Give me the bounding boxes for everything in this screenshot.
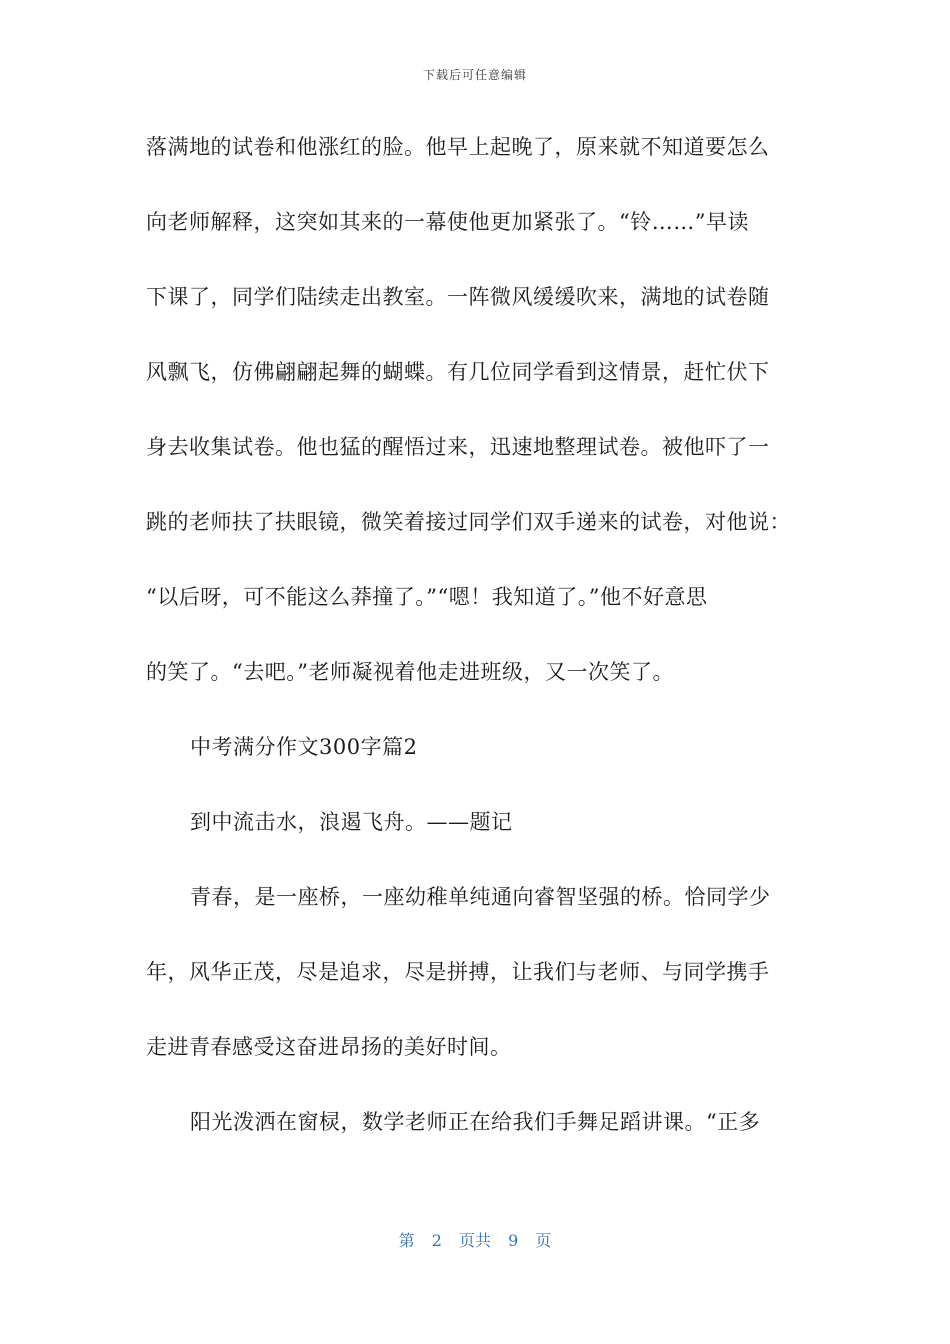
text-line: “以后呀，可不能这么莽撞了。”“嗯！我知道了。”他不好意思 [146,585,708,609]
page-footer [0,1228,950,1251]
text-line: 年，风华正茂，尽是追求，尽是拼搏，让我们与老师、与同学携手 [146,960,770,984]
text-line: 阳光泼洒在窗棂，数学老师正在给我们手舞足蹈讲课。“正多 [190,1110,761,1134]
footer-middle: 页共 [458,1231,491,1250]
footer-page-number: 2 [431,1231,442,1250]
footer-total-pages: 9 [508,1231,519,1250]
text-line: 落满地的试卷和他涨红的脸。他早上起晚了，原来就不知道要怎么 [146,135,770,159]
text-line: 风飘飞，仿佛翩翩起舞的蝴蝶。有几位同学看到这情景，赶忙伏下 [146,360,770,384]
text-line: 青春，是一座桥，一座幼稚单纯通向睿智坚强的桥。恰同学少 [190,885,771,909]
text-line: 身去收集试卷。他也猛的醒悟过来，迅速地整理试卷。被他吓了一 [146,435,770,459]
text-line: 向老师解释，这突如其来的一幕使他更加紧张了。“铃……”早读 [146,210,749,234]
footer-suffix: 页 [535,1231,552,1250]
text-line: 下课了，同学们陆续走出教室。一阵微风缓缓吹来，满地的试卷随 [146,285,770,309]
page-header: 下载后可任意编辑 [422,68,527,82]
section-title: 中考满分作文300字篇2 [190,735,418,759]
epigraph: 到中流击水，浪遏飞舟。——题记 [190,810,513,834]
text-line: 的笑了。“去吧。”老师凝视着他走进班级，又一次笑了。 [146,660,674,684]
text-line: 跳的老师扶了扶眼镜，微笑着接过同学们双手递来的试卷，对他说： [146,510,791,534]
document-body [146,122,798,1172]
text-line: 走进青春感受这奋进昂扬的美好时间。 [146,1035,512,1059]
footer-prefix: 第 [398,1231,415,1250]
